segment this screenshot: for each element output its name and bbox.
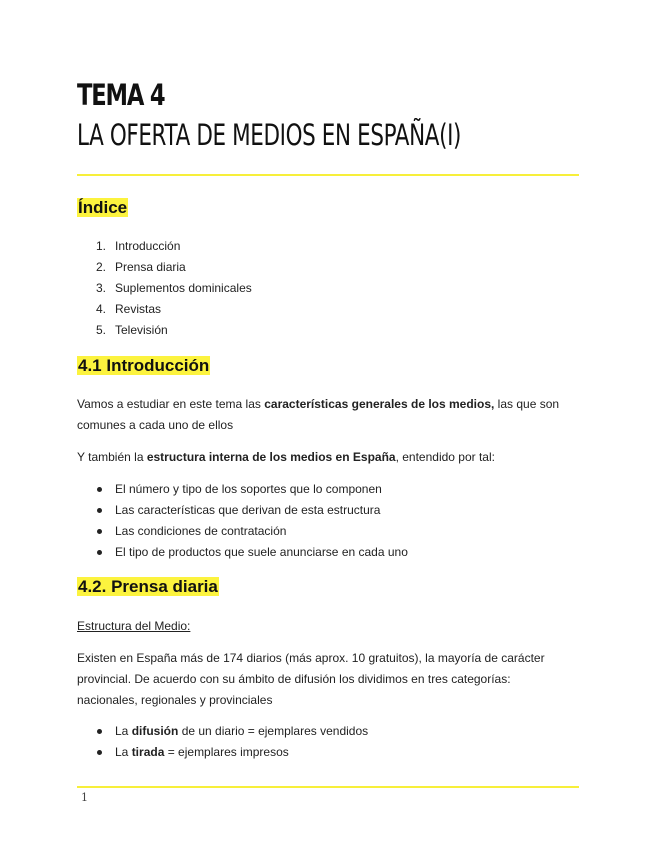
prensa-paragraph: Existen en España más de 174 diarios (más aprox. 10 gratuitos), la mayoría de carácter provincial. De acuerdo con su ámbito de difusión los dividimos en tres categorías: nacionales, regionales y provinciales: [77, 651, 545, 707]
prensa-heading: 4.2. Prensa diaria: [78, 577, 218, 596]
list-item: La tirada = ejemplares impresos: [77, 742, 368, 763]
bullet-icon: [97, 729, 102, 734]
bullet-icon: [97, 529, 102, 534]
list-item: 2. Prensa diaria: [96, 260, 186, 274]
footer-divider: [77, 786, 579, 788]
bullet-icon: [97, 487, 102, 492]
list-item: El tipo de productos que suele anunciarse en cada uno: [77, 542, 408, 563]
list-item: 5. Televisión: [96, 323, 168, 337]
indice-list: [77, 236, 252, 341]
intro-paragraph-2: Y también la estructura interna de los medios en España, entendido por tal:: [77, 450, 495, 464]
list-item: El número y tipo de los soportes que lo componen: [77, 479, 408, 500]
list-item: 4. Revistas: [96, 302, 162, 316]
prensa-subheading: Estructura del Medio:: [77, 619, 191, 633]
list-item: Las características que derivan de esta estructura: [77, 500, 408, 521]
list-item: 3. Suplementos dominicales: [96, 281, 252, 295]
header-divider: [77, 174, 579, 176]
intro-bullet-list: [77, 479, 408, 563]
bullet-icon: [97, 750, 102, 755]
intro-heading: 4.1 Introducción: [78, 356, 210, 375]
bullet-icon: [97, 550, 102, 555]
prensa-bullet-list: [77, 721, 368, 763]
intro-paragraph-1: Vamos a estudiar en este tema las características generales de los medios, las que son comunes a cada uno de ellos: [77, 397, 560, 432]
page-number: 1: [81, 791, 88, 804]
document-title-line2: LA OFERTA DE MEDIOS EN ESPAÑA(I): [77, 118, 462, 152]
indice-heading: Índice: [78, 198, 128, 217]
list-item: La difusión de un diario = ejemplares vendidos: [77, 721, 368, 742]
document-title-line1: TEMA 4: [77, 78, 165, 112]
list-item: Las condiciones de contratación: [77, 521, 408, 542]
bullet-icon: [97, 508, 102, 513]
list-item: 1. Introducción: [96, 239, 181, 253]
